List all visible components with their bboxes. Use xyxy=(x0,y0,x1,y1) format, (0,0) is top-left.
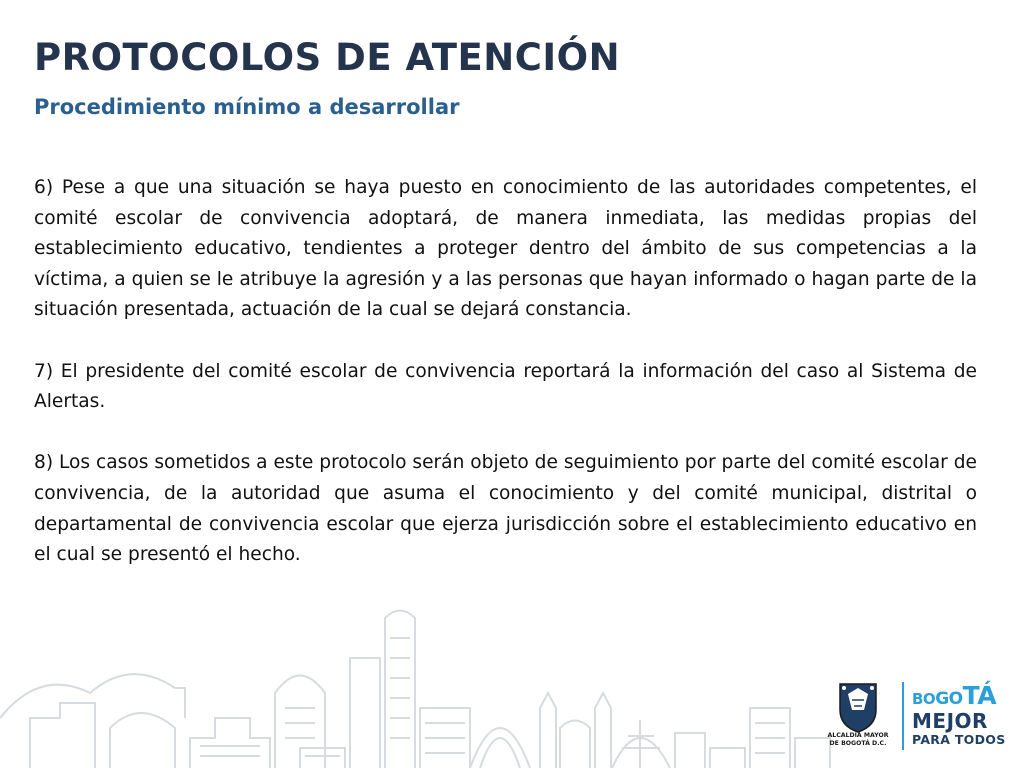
alcaldia-text xyxy=(818,732,898,748)
slide-body xyxy=(34,173,977,601)
paragraph-8: 8) Los casos sometidos a este protocolo serán objeto de seguimiento por parte del comité escolar de convivencia, de la autoridad que asuma el conocimiento y del comité municipal, distrital o departamental de convivencia escolar que ejerza jurisdicción sobre el establecimiento educativo en el cual se presentó el hecho. xyxy=(34,452,977,566)
brand-ta: TÁ xyxy=(962,681,997,710)
alcaldia-line-1: ALCALDÍA MAYOR xyxy=(827,732,889,739)
bogota-mejor-para-todos-logo xyxy=(912,681,1012,747)
brand-mejor: MEJOR xyxy=(912,709,988,733)
footer-logos xyxy=(822,678,1012,758)
alcaldia-line-2: DE BOGOTÁ D.C. xyxy=(829,740,887,747)
paragraph-7: 7) El presidente del comité escolar de convivencia reportará la información del caso al Sistema de Alertas. xyxy=(34,360,977,413)
logo-divider xyxy=(902,682,904,750)
paragraph-6: 6) Pese a que una situación se haya puesto en conocimiento de las autoridades competentes, el comité escolar de convivencia adoptará, de manera inmediata, las medidas propias del establecimiento educativo, tendientes a proteger dentro del ámbito de sus competencias a la víctima, a quien se le atribuye la agresión y a las personas que hayan informado o hagan parte de la situación presentada, actuación de la cual se dejará constancia. xyxy=(34,177,977,321)
brand-para-todos: PARA TODOS xyxy=(912,732,1006,747)
brand-bo: BO xyxy=(912,690,936,708)
brand-go: GO xyxy=(935,689,963,709)
slide-subtitle: Procedimiento mínimo a desarrollar xyxy=(34,95,460,119)
slide-title: PROTOCOLOS DE ATENCIÓN xyxy=(34,36,621,79)
bogota-word xyxy=(912,681,1012,711)
